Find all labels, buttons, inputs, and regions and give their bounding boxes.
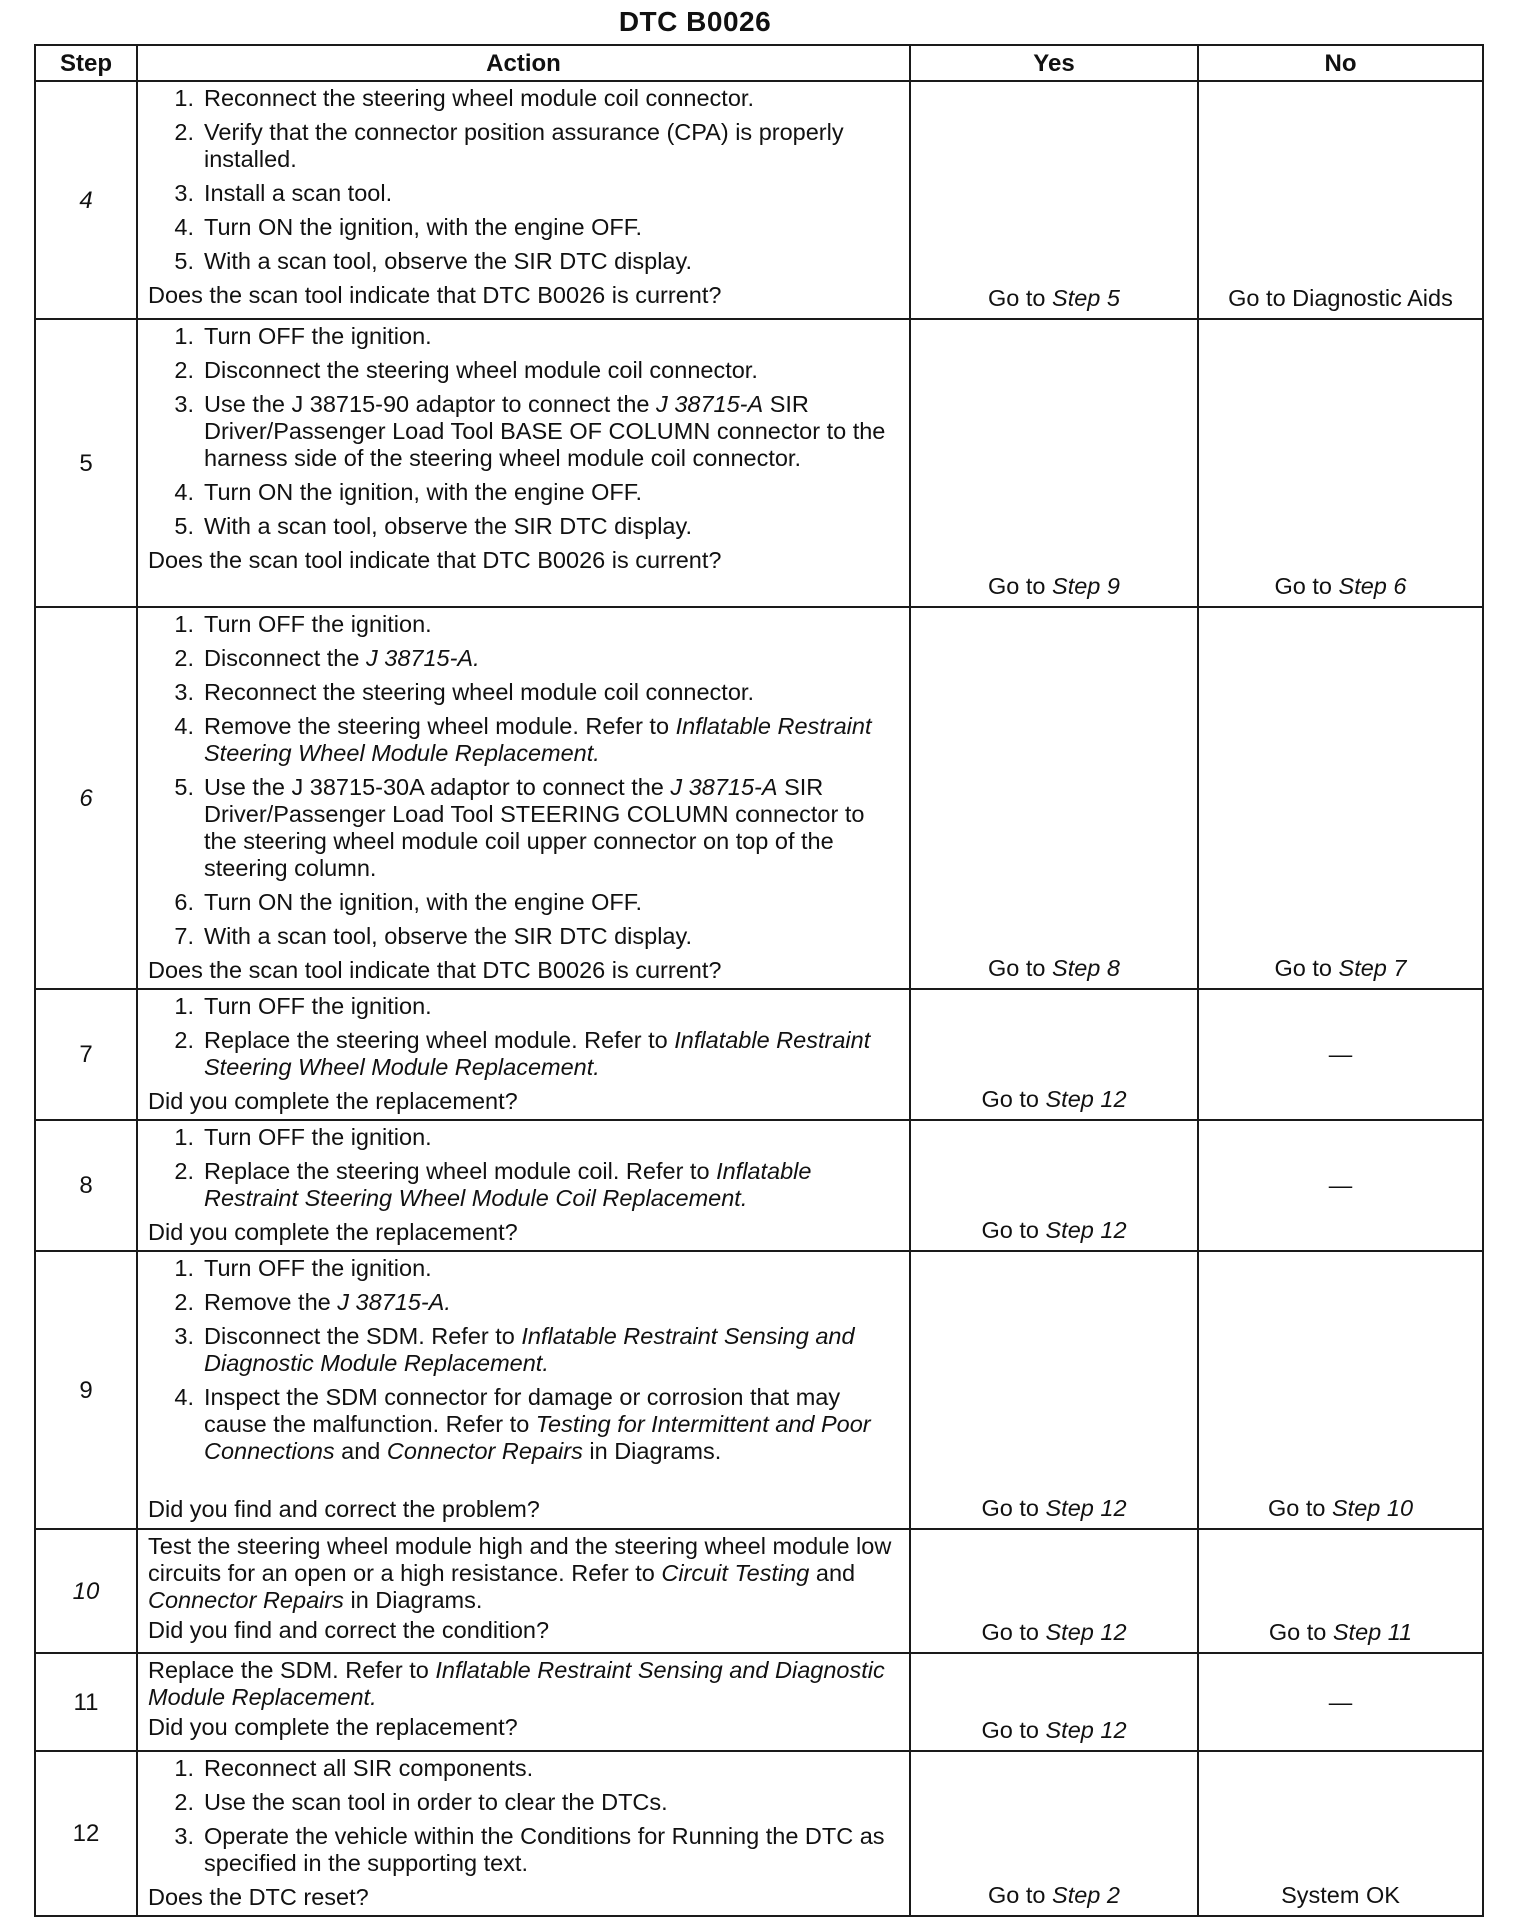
- list-item: 2. Replace the steering wheel module. Refer to Inflatable Restraint Steering Wheel Module Replacement.: [174, 1027, 871, 1080]
- action-list: [148, 1755, 901, 1877]
- table-row: [35, 1251, 1483, 1529]
- step-number: 12: [35, 1751, 137, 1916]
- no-cell: System OK: [1198, 1751, 1483, 1916]
- list-item: 3. Install a scan tool.: [174, 180, 393, 206]
- action-list: [148, 993, 901, 1081]
- action-cell: [137, 1751, 910, 1916]
- action-cell: [137, 81, 910, 319]
- table-row: [35, 1653, 1483, 1751]
- yes-cell: Go to Step 9: [910, 319, 1198, 607]
- yes-cell: Go to Step 2: [910, 1751, 1198, 1916]
- list-item: 4. Inspect the SDM connector for damage or corrosion that may cause the malfunction. Refer to Testing for Intermittent and Poor Connections and Connector Repairs in Diagrams.: [174, 1384, 871, 1464]
- action-list: [148, 1255, 901, 1465]
- diagnostic-table: [34, 44, 1484, 1917]
- no-cell: Go to Step 10: [1198, 1251, 1483, 1529]
- header-row: [35, 45, 1483, 81]
- action-list: [148, 611, 901, 950]
- list-item: 3. Operate the vehicle within the Conditions for Running the DTC as specified in the supporting text.: [174, 1823, 885, 1876]
- question-text: Did you find and correct the condition?: [148, 1617, 550, 1643]
- no-cell: Go to Step 7: [1198, 607, 1483, 989]
- list-item: 2. Verify that the connector position assurance (CPA) is properly installed.: [174, 119, 844, 172]
- action-cell: [137, 1120, 910, 1251]
- table-row: [35, 1120, 1483, 1251]
- list-item: 3. Use the J 38715-90 adaptor to connect the J 38715-A SIR Driver/Passenger Load Tool BASE OF COLUMN connector to the harness side of the steering wheel module coil connector.: [174, 391, 886, 471]
- question-text: Did you complete the replacement?: [148, 1088, 518, 1114]
- list-item: 5. With a scan tool, observe the SIR DTC display.: [174, 513, 693, 539]
- no-cell: Go to Step 6: [1198, 319, 1483, 607]
- list-item: 4. Turn ON the ignition, with the engine OFF.: [174, 214, 643, 240]
- list-item: 7. With a scan tool, observe the SIR DTC display.: [174, 923, 693, 949]
- table-row: [35, 607, 1483, 989]
- question-text: Does the scan tool indicate that DTC B0026 is current?: [148, 957, 722, 983]
- step-number: 5: [35, 319, 137, 607]
- no-cell: —: [1198, 989, 1483, 1120]
- table-row: [35, 319, 1483, 607]
- list-item: 2. Use the scan tool in order to clear the DTCs.: [174, 1789, 668, 1815]
- question-text: Does the scan tool indicate that DTC B0026 is current?: [148, 547, 722, 573]
- yes-cell: Go to Step 12: [910, 989, 1198, 1120]
- list-item: 5. With a scan tool, observe the SIR DTC display.: [174, 248, 693, 274]
- table-row: [35, 81, 1483, 319]
- yes-cell: Go to Step 8: [910, 607, 1198, 989]
- table-row: [35, 1529, 1483, 1653]
- yes-cell: Go to Step 12: [910, 1251, 1198, 1529]
- list-item: 3. Reconnect the steering wheel module coil connector.: [174, 679, 754, 705]
- yes-cell: Go to Step 12: [910, 1120, 1198, 1251]
- table-row: [35, 989, 1483, 1120]
- list-item: 3. Disconnect the SDM. Refer to Inflatable Restraint Sensing and Diagnostic Module Replacement.: [174, 1323, 855, 1376]
- step-number: 4: [35, 81, 137, 319]
- no-cell: Go to Step 11: [1198, 1529, 1483, 1653]
- question-text: Does the DTC reset?: [148, 1884, 369, 1910]
- action-list: [148, 1124, 901, 1212]
- list-item: 2. Replace the steering wheel module coil. Refer to Inflatable Restraint Steering Wheel Module Coil Replacement.: [174, 1158, 812, 1211]
- question-text: Did you find and correct the problem?: [148, 1496, 540, 1522]
- list-item: 1. Turn OFF the ignition.: [174, 611, 432, 637]
- step-number: 10: [35, 1529, 137, 1653]
- action-cell: [137, 1653, 910, 1751]
- list-item: 2. Disconnect the steering wheel module coil connector.: [174, 357, 758, 383]
- action-list: [148, 323, 901, 540]
- action-cell: [137, 319, 910, 607]
- step-number: 9: [35, 1251, 137, 1529]
- list-item: 1. Turn OFF the ignition.: [174, 993, 432, 1019]
- header-action: Action: [137, 45, 910, 81]
- list-item: 4. Remove the steering wheel module. Refer to Inflatable Restraint Steering Wheel Module Replacement.: [174, 713, 872, 766]
- step-number: 8: [35, 1120, 137, 1251]
- list-item: 2. Remove the J 38715-A.: [174, 1289, 451, 1315]
- question-text: Did you complete the replacement?: [148, 1219, 518, 1245]
- yes-cell: Go to Step 12: [910, 1529, 1198, 1653]
- question-text: Did you complete the replacement?: [148, 1714, 518, 1740]
- header-step: Step: [35, 45, 137, 81]
- action-cell: [137, 1251, 910, 1529]
- table-row: [35, 1751, 1483, 1916]
- step-number: 6: [35, 607, 137, 989]
- step-number: 7: [35, 989, 137, 1120]
- no-cell: Go to Diagnostic Aids: [1198, 81, 1483, 319]
- step-number: 11: [35, 1653, 137, 1751]
- list-item: 6. Turn ON the ignition, with the engine OFF.: [174, 889, 643, 915]
- header-yes: Yes: [910, 45, 1198, 81]
- action-cell: [137, 1529, 910, 1653]
- yes-cell: Go to Step 5: [910, 81, 1198, 319]
- list-item: 4. Turn ON the ignition, with the engine OFF.: [174, 479, 643, 505]
- action-cell: [137, 607, 910, 989]
- yes-cell: Go to Step 12: [910, 1653, 1198, 1751]
- list-item: 1. Turn OFF the ignition.: [174, 1255, 432, 1281]
- list-item: 1. Turn OFF the ignition.: [174, 323, 432, 349]
- action-paragraph: Replace the SDM. Refer to Inflatable Restraint Sensing and Diagnostic Module Replacement.: [148, 1657, 885, 1710]
- action-list: [148, 85, 901, 275]
- list-item: 1. Reconnect all SIR components.: [174, 1755, 534, 1781]
- header-no: No: [1198, 45, 1483, 81]
- action-cell: [137, 989, 910, 1120]
- list-item: 2. Disconnect the J 38715-A.: [174, 645, 480, 671]
- page-title: DTC B0026: [618, 6, 772, 37]
- list-item: 1. Reconnect the steering wheel module coil connector.: [174, 85, 754, 111]
- no-cell: —: [1198, 1120, 1483, 1251]
- no-cell: —: [1198, 1653, 1483, 1751]
- list-item: 5. Use the J 38715-30A adaptor to connect the J 38715-A SIR Driver/Passenger Load Tool STEERING COLUMN connector to the steering wheel module coil upper connector on top of the steering column.: [174, 774, 865, 881]
- list-item: 1. Turn OFF the ignition.: [174, 1124, 432, 1150]
- action-paragraph: Test the steering wheel module high and the steering wheel module low circuits for an open or a high resistance. Refer to Circuit Testing and Connector Repairs in Diagrams.: [148, 1533, 892, 1613]
- question-text: Does the scan tool indicate that DTC B0026 is current?: [148, 282, 722, 308]
